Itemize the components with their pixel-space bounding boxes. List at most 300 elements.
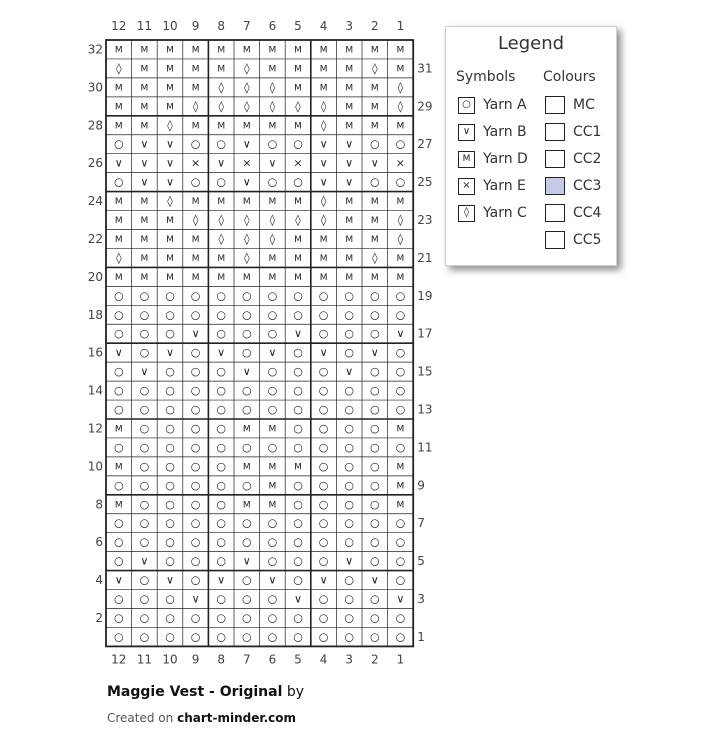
chart-cell-symbol: ○ bbox=[190, 478, 201, 492]
chart-cell-symbol: ○ bbox=[165, 535, 175, 549]
row-label-left: 18 bbox=[87, 307, 103, 322]
chart-cell-symbol: ○ bbox=[293, 478, 303, 492]
chart-cell-symbol: M bbox=[114, 234, 123, 245]
chart-title-suffix: by bbox=[286, 684, 305, 700]
chart-cell-symbol: M bbox=[114, 197, 123, 208]
chart-cell-symbol: ○ bbox=[216, 289, 227, 303]
chart-cell-symbol: ○ bbox=[395, 289, 406, 303]
chart-cell-symbol: ○ bbox=[318, 384, 329, 398]
chart-cell-symbol: ○ bbox=[113, 592, 124, 606]
chart-cell-symbol: ○ bbox=[267, 365, 278, 379]
chart-cell-symbol: ○ bbox=[139, 478, 150, 492]
legend-symbol-yarn-d bbox=[458, 149, 528, 169]
chart-cell-symbol: ○ bbox=[190, 440, 201, 454]
chart-cell-symbol: M bbox=[166, 253, 174, 264]
chart-cell-symbol: M bbox=[345, 234, 354, 245]
chart-cell-symbol: M bbox=[268, 45, 277, 56]
chart-cell-symbol: ∨ bbox=[217, 156, 226, 170]
legend-title: Legend bbox=[497, 33, 565, 54]
chart-cell-symbol: M bbox=[268, 253, 277, 264]
chart-cell-symbol: ○ bbox=[190, 573, 201, 587]
chart-cell-symbol: M bbox=[191, 83, 200, 94]
chart-cell-symbol: ○ bbox=[190, 630, 201, 644]
chart-cell-symbol: ○ bbox=[318, 421, 329, 435]
legend-symbol-label: Yarn D bbox=[483, 151, 528, 167]
chart-cell-symbol: ○ bbox=[113, 611, 124, 625]
chart-cell-symbol: ○ bbox=[241, 327, 252, 341]
chart-cell-symbol: M bbox=[294, 64, 302, 75]
chart-cell-symbol: ○ bbox=[190, 308, 201, 322]
chart-cell-symbol: ○ bbox=[293, 421, 303, 435]
chart-cell-symbol: ○ bbox=[395, 440, 406, 454]
chart-cell-symbol: ∨ bbox=[114, 346, 123, 360]
chart-cell-symbol: ∨ bbox=[319, 156, 328, 170]
colour-swatch bbox=[545, 96, 565, 114]
chart-cell-symbol: ◊ bbox=[218, 80, 224, 94]
chart-cell-symbol: ○ bbox=[241, 308, 252, 322]
chart-cell-symbol: ○ bbox=[267, 611, 278, 625]
chart-cell-symbol: ○ bbox=[318, 459, 329, 473]
chart-cell-symbol: ○ bbox=[165, 289, 175, 303]
chart-cell-symbol: M bbox=[319, 45, 328, 56]
chart-cell-symbol: ◊ bbox=[167, 194, 173, 208]
chart-cell-symbol: M bbox=[191, 64, 200, 75]
chart-cell-symbol: ∨ bbox=[268, 573, 277, 587]
chart-cell-symbol: M bbox=[294, 272, 302, 283]
chart-cell-symbol: M bbox=[166, 216, 174, 227]
row-label-right: 29 bbox=[417, 99, 433, 114]
colour-swatch bbox=[545, 123, 565, 141]
chart-cell-symbol: M bbox=[242, 45, 251, 56]
chart-cell-symbol: M bbox=[114, 500, 123, 511]
row-label-left: 8 bbox=[95, 497, 103, 512]
row-label-left: 24 bbox=[87, 194, 103, 209]
chart-cell-symbol: ○ bbox=[216, 327, 227, 341]
chart-cell-symbol: ○ bbox=[395, 346, 406, 360]
chart-cell-symbol: ○ bbox=[369, 308, 380, 322]
chart-cell-symbol: ○ bbox=[293, 611, 303, 625]
chart-cell-symbol: ∨ bbox=[191, 327, 200, 341]
chart-cell-symbol: M bbox=[268, 121, 277, 132]
chart-cell-symbol: ○ bbox=[344, 592, 355, 606]
chart-cell-symbol: M bbox=[242, 197, 251, 208]
column-label-bottom: 1 bbox=[396, 652, 405, 667]
chart-cell-symbol: ○ bbox=[369, 611, 380, 625]
chart-cell-symbol: ○ bbox=[165, 421, 175, 435]
chart-cell-symbol: ○ bbox=[395, 573, 406, 587]
site-link[interactable]: chart-minder.com bbox=[177, 711, 296, 725]
chart-cell-symbol: ○ bbox=[395, 308, 406, 322]
row-label-left: 10 bbox=[87, 459, 103, 474]
chart-cell-symbol: ○ bbox=[190, 497, 201, 511]
chart-cell-symbol: ∨ bbox=[140, 365, 149, 379]
chart-cell-symbol: ○ bbox=[395, 535, 406, 549]
chart-cell-symbol: ∨ bbox=[268, 156, 277, 170]
chart-cell-symbol: ○ bbox=[113, 175, 124, 189]
legend-colour-cc1 bbox=[545, 122, 601, 142]
chart-cell-symbol: ○ bbox=[216, 459, 227, 473]
column-label-bottom: 10 bbox=[162, 652, 178, 667]
row-label-right: 19 bbox=[417, 288, 433, 303]
chart-cell-symbol: ◊ bbox=[372, 251, 378, 265]
chart-cell-symbol: ◊ bbox=[116, 251, 122, 265]
chart-cell-symbol: ○ bbox=[190, 365, 201, 379]
chart-cell-symbol: ○ bbox=[344, 440, 355, 454]
chart-cell-symbol: ∨ bbox=[217, 346, 226, 360]
chart-cell-symbol: M bbox=[191, 197, 200, 208]
chart-cell-symbol: ○ bbox=[344, 421, 355, 435]
chart-cell-symbol: M bbox=[345, 253, 354, 264]
chart-cell-symbol: M bbox=[114, 216, 123, 227]
chart-grid bbox=[106, 40, 413, 646]
chart-cell-symbol: ○ bbox=[267, 516, 278, 530]
chart-cell-symbol: M bbox=[294, 45, 302, 56]
chart-cell-symbol: ○ bbox=[113, 384, 124, 398]
chart-cell-symbol: ○ bbox=[165, 554, 175, 568]
chart-cell-symbol: M bbox=[370, 197, 379, 208]
chart-cell-symbol: ○ bbox=[190, 137, 201, 151]
colours-header: Colours bbox=[543, 69, 596, 85]
chart-cell-symbol: ∨ bbox=[165, 573, 175, 587]
chart-cell-symbol: ○ bbox=[293, 573, 303, 587]
chart-cell-symbol: M bbox=[345, 272, 354, 283]
chart-cell-symbol: M bbox=[396, 64, 405, 75]
chart-cell-symbol: M bbox=[294, 197, 302, 208]
chart-cell-symbol: M bbox=[217, 197, 226, 208]
chart-cell-symbol: ○ bbox=[318, 554, 329, 568]
chart-cell-symbol: ○ bbox=[190, 384, 201, 398]
chart-cell-symbol: ◊ bbox=[269, 80, 276, 94]
legend-colour-label: CC5 bbox=[573, 232, 602, 248]
chart-cell-symbol: ○ bbox=[139, 592, 150, 606]
chart-cell-symbol: ○ bbox=[139, 384, 150, 398]
row-label-right: 5 bbox=[417, 554, 425, 569]
row-label-left: 2 bbox=[95, 610, 103, 625]
chart-cell-symbol: ○ bbox=[318, 497, 329, 511]
chart-cell-symbol: ○ bbox=[293, 289, 303, 303]
chart-cell-symbol: M bbox=[242, 462, 251, 473]
chart-cell-symbol: ∨ bbox=[165, 156, 175, 170]
chart-cell-symbol: ○ bbox=[344, 516, 355, 530]
chart-cell-symbol: M bbox=[345, 121, 354, 132]
chart-cell-symbol: ○ bbox=[293, 440, 303, 454]
chart-cell-symbol: ○ bbox=[139, 440, 150, 454]
chart-cell-symbol: ○ bbox=[241, 440, 252, 454]
chart-cell-symbol: ○ bbox=[139, 535, 150, 549]
column-label-top: 8 bbox=[217, 19, 226, 33]
chart-cell-symbol: ∨ bbox=[140, 156, 149, 170]
chart-cell-symbol: M bbox=[217, 253, 226, 264]
chart-cell-symbol: ◊ bbox=[244, 232, 250, 246]
chart-cell-symbol: ○ bbox=[113, 403, 124, 417]
chart-cell-symbol: ◊ bbox=[269, 232, 276, 246]
chart-cell-symbol: ○ bbox=[369, 516, 380, 530]
chart-cell-symbol: ○ bbox=[369, 421, 380, 435]
column-label-top: 9 bbox=[191, 19, 200, 33]
chart-cell-symbol: × bbox=[242, 156, 252, 170]
chart-cell-symbol: ○ bbox=[369, 459, 380, 473]
chart-cell-symbol: ∨ bbox=[319, 175, 328, 189]
chart-cell-symbol: ◊ bbox=[397, 213, 404, 227]
chart-cell-symbol: ○ bbox=[293, 365, 303, 379]
chart-cell-symbol: ○ bbox=[293, 403, 303, 417]
chart-cell-symbol: ○ bbox=[267, 630, 278, 644]
column-label-bottom: 9 bbox=[191, 652, 200, 667]
chart-cell-symbol: ∨ bbox=[370, 346, 379, 360]
chart-cell-symbol: ∨ bbox=[242, 175, 251, 189]
chart-cell-symbol: ○ bbox=[113, 137, 124, 151]
row-label-right: 31 bbox=[417, 61, 433, 76]
chart-cell-symbol: ○ bbox=[113, 289, 124, 303]
column-label-bottom: 4 bbox=[319, 652, 328, 667]
chart-cell-symbol: ∨ bbox=[345, 137, 354, 151]
chart-cell-symbol: M bbox=[217, 272, 226, 283]
column-label-top: 5 bbox=[294, 19, 302, 33]
chart-cell-symbol: ◊ bbox=[269, 213, 276, 227]
legend-colour-label: MC bbox=[573, 97, 595, 113]
chart-cell-symbol: M bbox=[396, 424, 405, 435]
chart-cell-symbol: ○ bbox=[139, 327, 150, 341]
chart-cell-symbol: ○ bbox=[241, 611, 252, 625]
chart-cell-symbol: M bbox=[396, 500, 405, 511]
chart-cell-symbol: ∨ bbox=[293, 327, 303, 341]
column-label-bottom: 6 bbox=[268, 652, 277, 667]
chart-cell-symbol: ○ bbox=[344, 459, 355, 473]
chart-cell-symbol: ○ bbox=[216, 478, 227, 492]
chart-cell-symbol: ○ bbox=[369, 630, 380, 644]
row-label-right: 11 bbox=[417, 440, 433, 455]
chart-cell-symbol: ◊ bbox=[397, 80, 404, 94]
chart-cell-symbol: ○ bbox=[344, 327, 355, 341]
chart-cell-symbol: ○ bbox=[369, 554, 380, 568]
chart-cell-symbol: M bbox=[242, 272, 251, 283]
row-label-right: 17 bbox=[417, 326, 433, 341]
chart-cell-symbol: ○ bbox=[369, 535, 380, 549]
chart-cell-symbol: ○ bbox=[241, 403, 252, 417]
chart-cell-symbol: ○ bbox=[216, 137, 227, 151]
chart-title bbox=[107, 684, 304, 700]
chart-cell-symbol: ○ bbox=[267, 403, 278, 417]
chart-cell-symbol: ○ bbox=[139, 459, 150, 473]
chart-cell-symbol: ◊ bbox=[397, 232, 404, 246]
column-label-top: 10 bbox=[162, 19, 178, 33]
chart-cell-symbol: ○ bbox=[369, 478, 380, 492]
chart-cell-symbol: ○ bbox=[344, 611, 355, 625]
chart-cell-symbol: M bbox=[396, 197, 405, 208]
chart-cell-symbol: M bbox=[114, 83, 123, 94]
chart-cell-symbol: ∨ bbox=[165, 175, 175, 189]
column-label-bottom: 8 bbox=[217, 652, 226, 667]
chart-cell-symbol: ○ bbox=[216, 308, 227, 322]
chart-cell-symbol: ○ bbox=[318, 289, 329, 303]
chart-cell-symbol: ○ bbox=[165, 592, 175, 606]
column-label-top: 2 bbox=[370, 19, 379, 33]
chart-cell-symbol: M bbox=[396, 481, 405, 492]
row-label-left: 26 bbox=[87, 156, 103, 171]
chart-cell-symbol: ○ bbox=[344, 497, 355, 511]
chart-cell-symbol: ○ bbox=[139, 346, 150, 360]
chart-cell-symbol: ◊ bbox=[244, 61, 250, 75]
chart-cell-symbol: ◊ bbox=[244, 99, 250, 113]
legend-colour-cc2 bbox=[545, 149, 601, 169]
chart-cell-symbol: M bbox=[268, 197, 277, 208]
chart-cell-symbol: ∨ bbox=[370, 156, 379, 170]
chart-cell-symbol: ∨ bbox=[140, 554, 149, 568]
chart-cell-symbol: ◊ bbox=[397, 99, 404, 113]
chart-cell-symbol: ○ bbox=[241, 346, 252, 360]
chart-cell-symbol: ○ bbox=[318, 440, 329, 454]
column-label-bottom: 5 bbox=[294, 652, 302, 667]
chart-cell-symbol: ○ bbox=[344, 403, 355, 417]
column-label-top: 1 bbox=[396, 19, 405, 33]
chart-cell-symbol: ○ bbox=[267, 592, 278, 606]
colour-swatch bbox=[545, 204, 565, 222]
chart-cell-symbol: ∨ bbox=[345, 156, 354, 170]
chart-cell-symbol: ○ bbox=[139, 611, 150, 625]
chart-cell-symbol: M bbox=[370, 45, 379, 56]
chart-cell-symbol: M bbox=[191, 45, 200, 56]
legend-symbol-label: Yarn A bbox=[483, 97, 527, 113]
row-label-right: 7 bbox=[417, 516, 425, 531]
chart-cell-symbol: ◊ bbox=[116, 61, 122, 75]
row-label-left: 14 bbox=[87, 383, 103, 398]
chart-cell-symbol: ○ bbox=[318, 478, 329, 492]
legend-symbol-yarn-b bbox=[458, 122, 527, 142]
chart-cell-symbol: ◊ bbox=[320, 213, 327, 227]
chart-cell-symbol: ○ bbox=[165, 384, 175, 398]
chart-cell-symbol: M bbox=[166, 102, 174, 113]
chart-cell-symbol: M bbox=[114, 424, 123, 435]
legend-symbol-label: Yarn B bbox=[483, 124, 527, 140]
chart-cell-symbol: M bbox=[166, 83, 174, 94]
chart-cell-symbol: M bbox=[294, 234, 302, 245]
chart-cell-symbol: ○ bbox=[139, 421, 150, 435]
chart-cell-symbol: ∨ bbox=[319, 346, 328, 360]
chart-cell-symbol: ○ bbox=[216, 421, 227, 435]
chart-cell-symbol: M bbox=[140, 234, 149, 245]
row-label-left: 16 bbox=[87, 345, 103, 360]
chart-cell-symbol: ○ bbox=[190, 289, 201, 303]
chart-cell-symbol: ○ bbox=[395, 554, 406, 568]
chart-cell-symbol: M bbox=[191, 121, 200, 132]
chart-cell-symbol: M bbox=[242, 121, 251, 132]
chart-cell-symbol: ○ bbox=[395, 403, 406, 417]
chart-cell-symbol: M bbox=[319, 64, 328, 75]
chart-cell-symbol: ○ bbox=[241, 592, 252, 606]
chart-cell-symbol: M bbox=[166, 64, 174, 75]
chart-cell-symbol: M bbox=[396, 253, 405, 264]
chart-cell-symbol: ◊ bbox=[218, 213, 224, 227]
chart-cell-symbol: ○ bbox=[344, 478, 355, 492]
chart-cell-symbol: M bbox=[345, 83, 354, 94]
v-icon: ∨ bbox=[458, 124, 475, 141]
row-label-right: 15 bbox=[417, 364, 433, 379]
column-label-top: 12 bbox=[111, 19, 127, 33]
chart-cell-symbol: ○ bbox=[216, 592, 227, 606]
chart-cell-symbol: ○ bbox=[113, 554, 124, 568]
chart-cell-symbol: ○ bbox=[318, 630, 329, 644]
legend-colour-label: CC4 bbox=[573, 205, 602, 221]
chart-cell-symbol: ◊ bbox=[192, 213, 199, 227]
chart-cell-symbol: ○ bbox=[318, 403, 329, 417]
chart-cell-symbol: ◊ bbox=[372, 61, 378, 75]
chart-cell-symbol: ◊ bbox=[320, 194, 327, 208]
chart-cell-symbol: ○ bbox=[369, 497, 380, 511]
row-label-right: 27 bbox=[417, 137, 433, 152]
column-label-top: 4 bbox=[319, 19, 328, 33]
chart-cell-symbol: M bbox=[345, 102, 354, 113]
chart-cell-symbol: ○ bbox=[369, 137, 380, 151]
chart-cell-symbol: M bbox=[114, 45, 123, 56]
chart-cell-symbol: M bbox=[217, 121, 226, 132]
chart-cell-symbol: M bbox=[268, 500, 277, 511]
chart-cell-symbol: ∨ bbox=[319, 573, 328, 587]
chart-cell-symbol: M bbox=[370, 216, 379, 227]
chart-cell-symbol: M bbox=[396, 45, 405, 56]
chart-cell-symbol: ○ bbox=[318, 611, 329, 625]
chart-cell-symbol: ○ bbox=[190, 421, 201, 435]
row-label-left: 22 bbox=[87, 231, 103, 246]
chart-cell-symbol: ∨ bbox=[293, 592, 303, 606]
chart-cell-symbol: ○ bbox=[165, 611, 175, 625]
chart-cell-symbol: ∨ bbox=[345, 365, 354, 379]
chart-cell-symbol: ○ bbox=[293, 137, 303, 151]
column-label-top: 11 bbox=[136, 19, 153, 33]
chart-cell-symbol: ∨ bbox=[370, 573, 379, 587]
chart-cell-symbol: ○ bbox=[190, 346, 201, 360]
chart-cell-symbol: ○ bbox=[190, 175, 201, 189]
chart-cell-symbol: ○ bbox=[190, 554, 201, 568]
chart-cell-symbol: ○ bbox=[344, 535, 355, 549]
row-label-left: 30 bbox=[87, 80, 103, 95]
chart-cell-symbol: ○ bbox=[216, 175, 227, 189]
chart-cell-symbol: ○ bbox=[139, 516, 150, 530]
chart-cell-symbol: ∨ bbox=[165, 137, 175, 151]
chart-cell-symbol: ○ bbox=[369, 175, 380, 189]
chart-cell-symbol: M bbox=[166, 234, 174, 245]
chart-cell-symbol: ○ bbox=[113, 478, 124, 492]
chart-cell-symbol: ○ bbox=[139, 289, 150, 303]
column-label-top: 7 bbox=[242, 19, 251, 33]
chart-cell-symbol: ∨ bbox=[140, 137, 149, 151]
chart-cell-symbol: M bbox=[268, 462, 277, 473]
chart-cell-symbol: M bbox=[370, 102, 379, 113]
chart-cell-symbol: M bbox=[191, 253, 200, 264]
chart-cell-symbol: ○ bbox=[344, 308, 355, 322]
chart-cell-symbol: ∨ bbox=[396, 327, 405, 341]
chart-cell-symbol: ○ bbox=[139, 630, 150, 644]
chart-cell-symbol: ○ bbox=[241, 573, 252, 587]
chart-cell-symbol: ○ bbox=[216, 611, 227, 625]
circle-icon: ○ bbox=[458, 97, 475, 114]
row-label-right: 25 bbox=[417, 175, 433, 190]
chart-cell-symbol: M bbox=[268, 272, 277, 283]
chart-cell-symbol: ○ bbox=[113, 535, 124, 549]
chart-cell-symbol: ○ bbox=[395, 516, 406, 530]
chart-cell-symbol: ○ bbox=[113, 440, 124, 454]
chart-cell-symbol: M bbox=[217, 64, 226, 75]
chart-cell-symbol: ○ bbox=[318, 365, 329, 379]
chart-cell-symbol: M bbox=[140, 197, 149, 208]
chart-cell-symbol: M bbox=[370, 83, 379, 94]
legend-colour-label: CC3 bbox=[573, 178, 602, 194]
chart-cell-symbol: ○ bbox=[369, 403, 380, 417]
chart-cell-symbol: M bbox=[396, 462, 405, 473]
chart-cell-symbol: ○ bbox=[165, 327, 175, 341]
chart-cell-symbol: M bbox=[345, 64, 354, 75]
chart-cell-symbol: M bbox=[114, 462, 123, 473]
chart-cell-symbol: ○ bbox=[241, 289, 252, 303]
